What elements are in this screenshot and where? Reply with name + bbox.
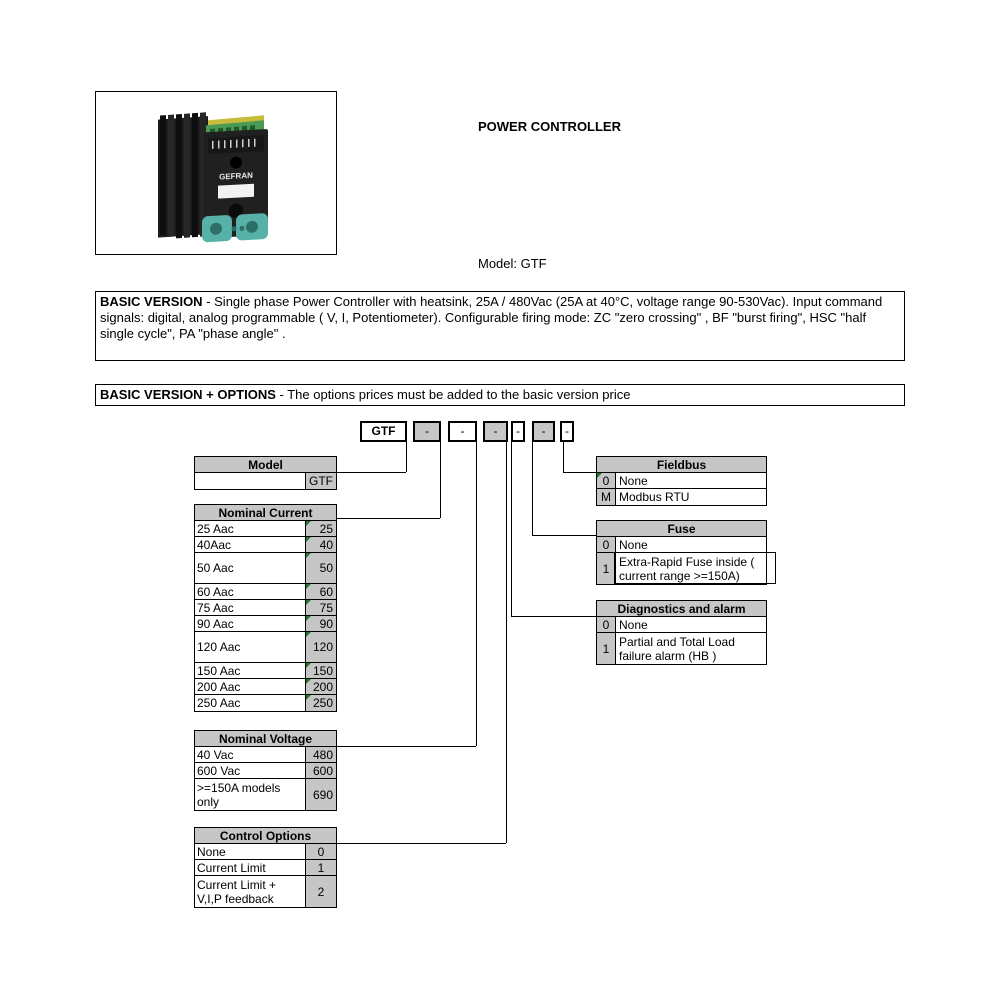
- order-code-box: -: [532, 421, 555, 442]
- excel-flag-icon: [597, 473, 602, 478]
- fuse-table: [596, 520, 767, 585]
- connector-line: [406, 441, 407, 472]
- table-row: [195, 537, 336, 553]
- option-label-cell: None: [195, 844, 305, 859]
- option-value-cell: 1: [305, 860, 336, 875]
- option-label-cell: 50 Aac: [195, 553, 305, 583]
- table-row: [195, 616, 336, 632]
- option-value-cell: 150: [305, 663, 336, 678]
- table-row: [195, 473, 336, 489]
- table-header: Control Options: [195, 828, 336, 844]
- options-banner-text: - The options prices must be added to the basic version price: [275, 387, 631, 402]
- excel-flag-icon: [306, 616, 311, 621]
- table-row: [195, 763, 336, 779]
- excel-flag-icon: [306, 521, 311, 526]
- connector-line: [476, 441, 477, 746]
- option-label-cell: Current Limit: [195, 860, 305, 875]
- option-label-cell: 120 Aac: [195, 632, 305, 662]
- table-row: [597, 537, 766, 553]
- connector-line: [337, 746, 476, 747]
- option-value-cell: 0: [305, 844, 336, 859]
- table-row: [597, 489, 766, 505]
- option-label-cell: 90 Aac: [195, 616, 305, 631]
- option-label-cell: 600 Vac: [195, 763, 305, 778]
- option-code-cell: 0: [597, 617, 616, 632]
- order-code-box: -: [560, 421, 574, 442]
- table-row: [195, 747, 336, 763]
- option-label-cell: Extra-Rapid Fuse inside ( current range >=150A): [616, 553, 766, 584]
- table-row: [195, 600, 336, 616]
- order-code-box: -: [511, 421, 525, 442]
- table-row: [195, 679, 336, 695]
- connector-line: [563, 472, 596, 473]
- table-row: [195, 632, 336, 663]
- option-code-cell: 0: [597, 537, 616, 552]
- table-row: [195, 521, 336, 537]
- option-code-cell: M: [597, 489, 616, 505]
- excel-flag-icon: [306, 600, 311, 605]
- table-row: [195, 663, 336, 679]
- option-label-cell: Partial and Total Load failure alarm (HB ): [616, 633, 766, 664]
- diagnostics-table: [596, 600, 767, 665]
- options-banner-label: BASIC VERSION + OPTIONS: [100, 387, 276, 402]
- table-row: [195, 584, 336, 600]
- order-code-box: -: [448, 421, 477, 442]
- brand-text: GEFRAN: [219, 170, 253, 182]
- connector-line: [440, 441, 441, 518]
- table-header: Nominal Voltage: [195, 731, 336, 747]
- order-code-box: -: [413, 421, 441, 442]
- table-row: [195, 779, 336, 810]
- option-label-cell: None: [616, 537, 766, 552]
- option-value-cell: 50: [305, 553, 336, 583]
- connector-line: [337, 518, 440, 519]
- option-code-cell: 1: [597, 633, 616, 664]
- option-label-cell: 40 Vac: [195, 747, 305, 762]
- table-row: [195, 844, 336, 860]
- option-value-cell: 480: [305, 747, 336, 762]
- fieldbus-table: [596, 456, 767, 506]
- model-table: [194, 456, 337, 490]
- product-photo-frame: [95, 91, 337, 255]
- table-row: [597, 473, 766, 489]
- basic-version-label: BASIC VERSION: [100, 294, 203, 309]
- option-code-cell: 1: [597, 553, 616, 584]
- option-label-cell: 250 Aac: [195, 695, 305, 711]
- table-row: [597, 633, 766, 664]
- basic-version-box: [95, 291, 905, 361]
- option-value-cell: 200: [305, 679, 336, 694]
- options-banner-box: [95, 384, 905, 406]
- option-value-cell: 25: [305, 521, 336, 536]
- connector-line: [511, 616, 596, 617]
- option-value-cell: 60: [305, 584, 336, 599]
- excel-flag-icon: [306, 679, 311, 684]
- excel-flag-icon: [306, 632, 311, 637]
- excel-flag-icon: [306, 695, 311, 700]
- table-row: [597, 553, 766, 584]
- table-row: [597, 617, 766, 633]
- option-label-cell: 40Aac: [195, 537, 305, 552]
- option-label-cell: None: [616, 617, 766, 632]
- table-header: Diagnostics and alarm: [597, 601, 766, 617]
- excel-flag-icon: [306, 584, 311, 589]
- order-code-box: -: [483, 421, 508, 442]
- nominal-voltage-table: [194, 730, 337, 811]
- option-value-cell: 250: [305, 695, 336, 711]
- excel-flag-icon: [306, 553, 311, 558]
- table-row: [195, 876, 336, 907]
- product-photo: [96, 92, 336, 254]
- page-title: POWER CONTROLLER: [478, 119, 621, 134]
- table-row: [195, 860, 336, 876]
- table-header: Model: [195, 457, 336, 473]
- connector-line: [337, 843, 506, 844]
- table-header: Nominal Current: [195, 505, 336, 521]
- connector-line: [337, 472, 406, 473]
- option-label-cell: None: [616, 473, 766, 488]
- option-label-cell: Modbus RTU: [616, 489, 766, 505]
- model-line: Model: GTF: [478, 256, 547, 271]
- option-value-cell: 40: [305, 537, 336, 552]
- option-label-cell: 200 Aac: [195, 679, 305, 694]
- option-value-cell: 75: [305, 600, 336, 615]
- option-label-cell: 150 Aac: [195, 663, 305, 678]
- nominal-current-table: [194, 504, 337, 712]
- order-code-box: GTF: [360, 421, 407, 442]
- connector-line: [506, 441, 507, 843]
- option-label-cell: 75 Aac: [195, 600, 305, 615]
- table-header: Fuse: [597, 521, 766, 537]
- excel-flag-icon: [306, 663, 311, 668]
- option-label-cell: >=150A models only: [195, 779, 305, 810]
- option-code-cell: 0: [597, 473, 616, 488]
- option-value-cell: 600: [305, 763, 336, 778]
- option-label-cell: [195, 473, 305, 489]
- table-row: [195, 695, 336, 711]
- option-label-cell: Current Limit + V,I,P feedback: [195, 876, 305, 907]
- excel-flag-icon: [306, 537, 311, 542]
- option-label-cell: 25 Aac: [195, 521, 305, 536]
- connector-line: [563, 441, 564, 472]
- option-value-cell: 90: [305, 616, 336, 631]
- option-value-cell: 690: [305, 779, 336, 810]
- connector-line: [532, 535, 596, 536]
- option-value-cell: GTF: [305, 473, 336, 489]
- control-options-table: [194, 827, 337, 908]
- connector-line: [511, 441, 512, 616]
- table-header: Fieldbus: [597, 457, 766, 473]
- option-value-cell: 2: [305, 876, 336, 907]
- connector-line: [532, 441, 533, 536]
- option-value-cell: 120: [305, 632, 336, 662]
- option-label-cell: 60 Aac: [195, 584, 305, 599]
- table-row: [195, 553, 336, 584]
- basic-version-text: - Single phase Power Controller with heatsink, 25A / 480Vac (25A at 40°C, voltage range 90-530Vac). Input command signals: digital, analog programmable ( V, I, Potentiometer). Configurable firing mode: ZC "zero crossing" , BF "burst firing", HSC "half single cycle", PA "phase angle" .: [100, 294, 883, 341]
